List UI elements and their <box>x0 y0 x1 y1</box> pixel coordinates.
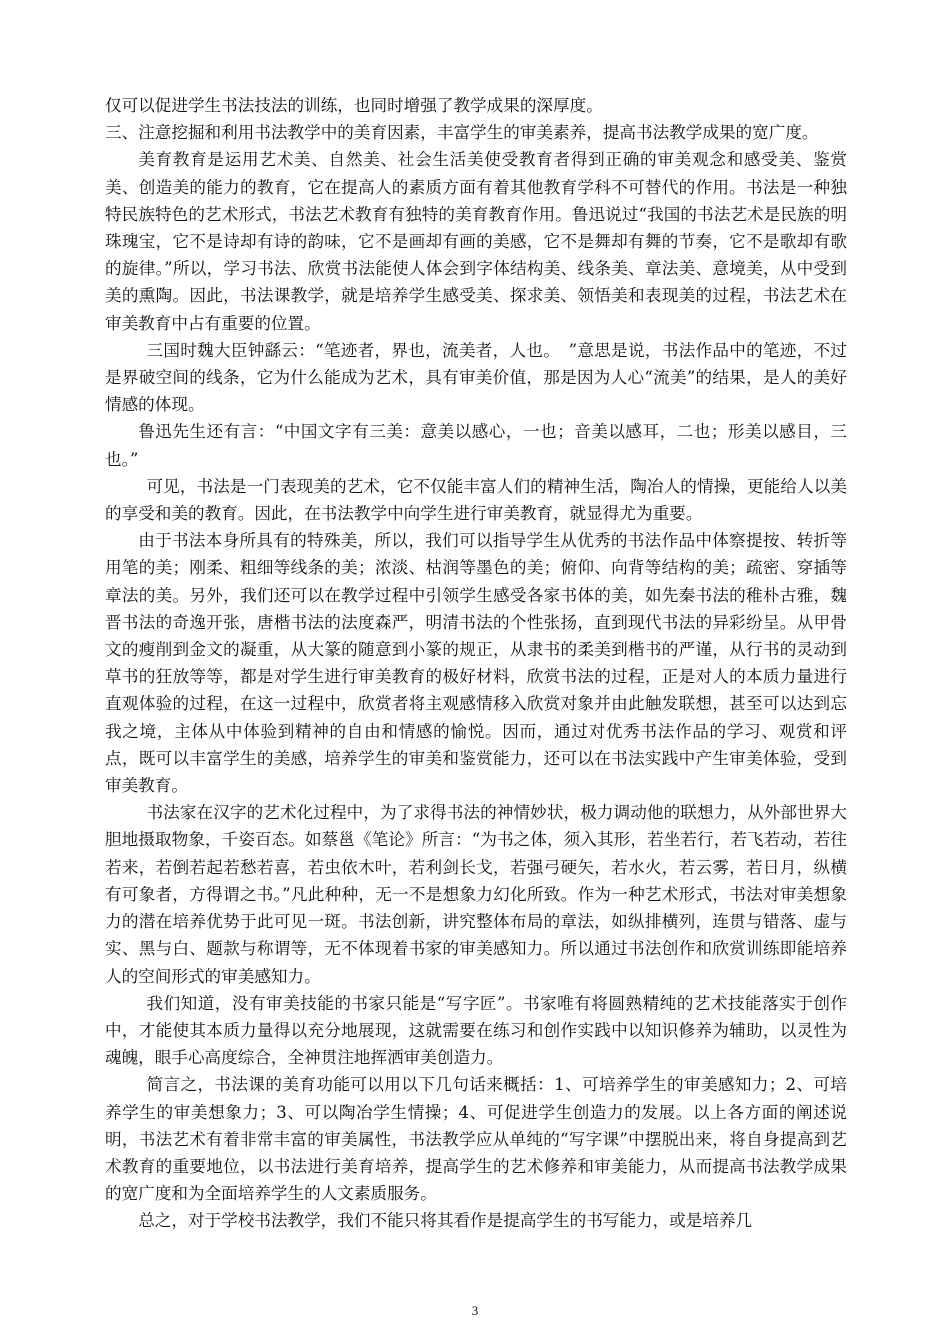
paragraph-lu-xun-quote: 鲁迅先生还有言：“中国文字有三美：意美以感心，一也；音美以感耳，二也；形美以感目，三也。” <box>105 422 847 469</box>
paragraph-summary: 简言之，书法课的美育功能可以用以下几句话来概括：1、可培养学生的审美感知力；2、可培养学生的审美想象力；3、可以陶冶学生情操；4、可促进学生创造力的发展。以上各方面的阐述说明，书法艺术有着非常丰富的审美属性，书法教学应从单纯的“写字课”中摆脱出来，将自身提高到艺术教育的重要地位，以书法进行美育培养，提高学生的艺术修养和审美能力，从而提高书法教学成果的宽广度和为全面培养学生的人文素质服务。 <box>105 1075 847 1204</box>
paragraph-continuation: 仅可以促进学生书法技法的训练，也同时增强了教学成果的深厚度。 <box>105 96 603 115</box>
paragraph-imagination: 书法家在汉字的艺术化过程中，为了求得书法的神情妙状，极力调动他的联想力，从外部世界大胆地摄取物象，千姿百态。如蔡邕《笔论》所言：“为书之体，须入其形，若坐若行，若飞若动，若往若来，若倒若起若愁若喜，若虫依木叶，若利剑长戈，若强弓硬矢，若水火，若云雾，若日月，纵横有可象者，方得谓之书。”凡此种种，无一不是想象力幻化所致。作为一种艺术形式，书法对审美想象力的潜在培养优势于此可见一斑。书法创新，讲究整体布局的章法，如纵排横列，连贯与错落、虚与实、黑与白、题款与称谓等，无不体现着书家的审美感知力。所以通过书法创作和欣赏训练即能培养人的空间形式的审美感知力。 <box>105 803 847 986</box>
paragraph-calligraphy-beauty: 可见，书法是一门表现美的艺术，它不仅能丰富人们的精神生活，陶冶人的情操，更能给人以美的享受和美的教育。因此，在书法教学中向学生进行审美教育，就显得尤为重要。 <box>105 476 847 524</box>
paragraph-zhong-yao-quote: 三国时魏大臣钟繇云：“笔迹者，界也，流美者，人也。 ”意思是说，书法作品中的笔迹，不过是界破空间的线条，它为什么能成为艺术，具有审美价值，那是因为人心“流美”的结果，是人的美好情感的体现。 <box>105 340 847 415</box>
paragraph-craftsman: 我们知道，没有审美技能的书家只能是“写字匠”。书家唯有将圆熟精纯的艺术技能落实于创作中，才能使其本质力量得以充分地展现，这就需要在练习和创作实践中以知识修养为辅助，以灵性为魂魄，眼手心高度综合，全神贯注地挥洒审美创造力。 <box>105 993 847 1068</box>
paragraph-conclusion: 总之，对于学校书法教学，我们不能只将其看作是提高学生的书写能力，或是培养几 <box>138 1211 753 1231</box>
document-body <box>105 92 847 1235</box>
page-number: 3 <box>471 1303 479 1318</box>
paragraph-aesthetic-education: 美育教育是运用艺术美、自然美、社会生活美使受教育者得到正确的审美观念和感受美、鉴赏美、创造美的能力的教育，它在提高人的素质方面有着其他教育学科不可替代的作用。书法是一种独特民族特色的艺术形式，书法艺术教育有独特的美育教育作用。鲁迅说过“我国的书法艺术是民族的明珠瑰宝，它不是诗却有诗的韵味，它不是画却有画的美感，它不是舞却有舞的节奏，它不是歌却有歌的旋律。”所以，学习书法、欣赏书法能使人体会到字体结构美、线条美、章法美、意境美，从中受到美的熏陶。因此，书法课教学，就是培养学生感受美、探求美、领悟美和表现美的过程，书法艺术在审美教育中占有重要的位置。 <box>105 150 847 333</box>
paragraph-special-beauty: 由于书法本身所具有的特殊美，所以，我们可以指导学生从优秀的书法作品中体察提按、转折等用笔的美；刚柔、粗细等线条的美；浓淡、枯润等墨色的美；俯仰、向背等结构的美；疏密、穿插等章法的美。另外，我们还可以在教学过程中引领学生感受各家书体的美，如先秦书法的稚朴古雅，魏晋书法的奇逸开张，唐楷书法的法度森严，明清书法的个性张扬，直到现代书法的异彩纷呈。从甲骨文的瘦削到金文的凝重，从大篆的随意到小篆的规正，从隶书的柔美到楷书的严谨，从行书的灵动到草书的狂放等等，都是对学生进行审美教育的极好材料，欣赏书法的过程，正是对人的本质力量进行直观体验的过程，在这一过程中，欣赏者将主观感情移入欣赏对象并由此触发联想，甚至可以达到忘我之境，主体从中体验到精神的自由和情感的愉悦。因而，通过对优秀书法作品的学习、观赏和评点，既可以丰富学生的美感，培养学生的审美和鉴赏能力，还可以在书法实践中产生审美体验，受到审美教育。 <box>105 531 847 796</box>
section-heading-3: 三、注意挖掘和利用书法教学中的美育因素，丰富学生的审美素养，提高书法教学成果的宽广度。 <box>105 123 819 143</box>
